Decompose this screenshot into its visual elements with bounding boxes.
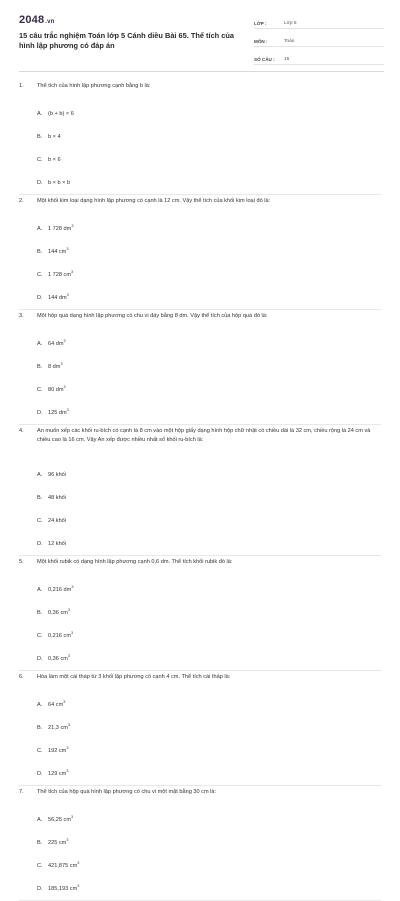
question-text: An muốn xếp các khối ru-bích có cạnh là 8 cm vào một hộp giấy dạng hình hộp chữ nhật có chiều dài là 32 cm, chiều rộng là 24 cm và chiều cao là 16 cm. Vậy An xếp được nhiều nhất số khối ru-bích là:: [37, 428, 371, 443]
meta-value: Toán: [284, 39, 295, 44]
option-value: [48, 338, 210, 347]
option-value-text: 48 khối: [48, 494, 67, 501]
question-text: Hòa làm một cái tháp từ 3 khối lập phương có cạnh 4 cm. Thể tích cái tháp là:: [37, 674, 231, 680]
answer-option[interactable]: [37, 854, 210, 877]
option-letter: D.: [37, 655, 43, 662]
option-value-text: b × 6: [48, 156, 61, 163]
option-exponent: 3: [66, 407, 69, 412]
question-3: [19, 310, 381, 425]
question-stem: [19, 425, 381, 463]
option-letter: A.: [37, 340, 43, 347]
question-stem: [19, 195, 381, 217]
answer-option[interactable]: [37, 509, 210, 532]
answer-option[interactable]: [37, 332, 210, 355]
option-value-text: 64 cm: [48, 701, 64, 708]
answer-option[interactable]: [37, 831, 210, 854]
option-letter: B.: [37, 133, 43, 140]
answer-option[interactable]: [37, 578, 210, 601]
answer-options: [19, 332, 381, 424]
answer-options: [19, 102, 381, 194]
logo-sub: .vn: [45, 19, 55, 25]
answer-options: [19, 217, 381, 309]
option-value: [48, 814, 210, 823]
option-exponent: 3: [71, 584, 74, 589]
option-value-text: 144 cm: [48, 248, 67, 255]
option-value: [48, 111, 210, 117]
question-number: 1.: [19, 83, 24, 89]
option-value: [48, 745, 210, 754]
option-letter: A.: [37, 586, 43, 593]
option-value-text: 24 khối: [48, 517, 67, 524]
option-letter: B.: [37, 839, 43, 846]
option-value-text: 12 khối: [48, 540, 67, 547]
question-text: Một hộp quà dạng hình lập phương có chu vi đáy bằng 8 dm. Vậy thể tích của hộp quà đó là:: [37, 313, 268, 319]
meta-row-count: [254, 50, 384, 65]
header-divider: [19, 71, 384, 72]
option-value: [48, 292, 210, 301]
option-exponent: 3: [66, 837, 69, 842]
answer-option[interactable]: [37, 486, 210, 509]
option-letter: B.: [37, 609, 43, 616]
answer-option[interactable]: [37, 171, 210, 194]
option-letter: C.: [37, 156, 43, 163]
meta-info: [254, 14, 384, 68]
option-value: [48, 837, 210, 846]
question-text: Thể tích của hình lập phương cạnh bằng b là:: [37, 83, 151, 89]
option-value: [48, 384, 210, 393]
option-value: [48, 518, 210, 524]
option-exponent: 3: [66, 246, 69, 251]
option-letter: D.: [37, 409, 43, 416]
answer-option[interactable]: [37, 647, 210, 670]
option-value-text: 1 728 cm: [48, 271, 72, 278]
option-value: [48, 472, 210, 478]
option-value-text: 185,193 cm: [48, 885, 78, 892]
option-letter: B.: [37, 494, 43, 501]
question-stem: [19, 671, 381, 693]
option-letter: A.: [37, 471, 43, 478]
option-value: [48, 699, 210, 708]
option-letter: C.: [37, 632, 43, 639]
option-exponent: 3: [60, 361, 63, 366]
option-letter: D.: [37, 540, 43, 547]
option-value: [48, 223, 210, 232]
option-value: [48, 860, 210, 869]
answer-option[interactable]: [37, 716, 210, 739]
option-letter: C.: [37, 517, 43, 524]
option-exponent: 3: [66, 292, 69, 297]
meta-value: 15: [284, 57, 290, 62]
option-value-text: 0,36 cm: [48, 609, 68, 616]
option-letter: D.: [37, 179, 43, 186]
answer-option[interactable]: [37, 401, 210, 424]
answer-options: [19, 578, 381, 670]
option-value: [48, 883, 210, 892]
option-value-text: 125 dm: [48, 409, 67, 416]
option-value-text: 421,875 cm: [48, 862, 78, 869]
answer-option[interactable]: [37, 624, 210, 647]
option-letter: D.: [37, 885, 43, 892]
option-value: [48, 630, 210, 639]
option-letter: D.: [37, 294, 43, 301]
answer-option[interactable]: [37, 125, 210, 148]
option-value-text: 64 dm: [48, 340, 64, 347]
option-value: [48, 246, 210, 255]
answer-option[interactable]: [37, 762, 210, 785]
option-letter: A.: [37, 225, 43, 232]
question-number: 5.: [19, 559, 24, 565]
option-value: [48, 607, 210, 616]
answer-options: [19, 808, 381, 900]
option-value-text: 225 cm: [48, 839, 67, 846]
question-6: [19, 671, 381, 786]
option-value: [48, 541, 210, 547]
worksheet-header: [0, 0, 400, 64]
option-value-text: 21,3 cm: [48, 724, 68, 731]
answer-option[interactable]: [37, 355, 210, 378]
option-value: [48, 134, 210, 140]
option-value: [48, 495, 210, 501]
option-value-text: 192 cm: [48, 747, 67, 754]
option-exponent: 3: [66, 745, 69, 750]
meta-label: MÔN :: [254, 39, 268, 44]
question-text: Một khối kim loại dạng hình lập phương có cạnh là 12 cm. Vậy thể tích của khối kim loại đó là:: [37, 198, 271, 204]
option-exponent: 3: [71, 223, 74, 228]
question-number: 2.: [19, 198, 24, 204]
answer-option[interactable]: [37, 148, 210, 171]
site-logo[interactable]: [19, 14, 55, 26]
option-value: [48, 157, 210, 163]
option-value-text: (b + b) × 6: [48, 110, 74, 117]
option-letter: A.: [37, 110, 43, 117]
option-value-text: 80 dm: [48, 386, 64, 393]
option-value-text: 129 cm: [48, 770, 67, 777]
option-letter: D.: [37, 770, 43, 777]
option-value-text: 144 dm: [48, 294, 67, 301]
option-value: [48, 653, 210, 662]
option-value: [48, 361, 210, 370]
option-exponent: 3: [63, 384, 66, 389]
option-exponent: 3: [71, 814, 74, 819]
option-exponent: 3: [71, 630, 74, 635]
question-4: [19, 425, 381, 556]
question-7: [19, 786, 381, 901]
meta-label: LỚP :: [254, 21, 267, 26]
option-value: [48, 584, 210, 593]
option-value: [48, 722, 210, 731]
answer-option[interactable]: [37, 240, 210, 263]
answer-option[interactable]: [37, 877, 210, 900]
option-value: [48, 180, 210, 186]
answer-option[interactable]: [37, 263, 210, 286]
option-exponent: 3: [77, 860, 80, 865]
option-value-text: 0,216 cm: [48, 632, 72, 639]
option-letter: C.: [37, 747, 43, 754]
question-1: [19, 80, 381, 195]
question-stem: [19, 786, 381, 808]
question-number: 6.: [19, 674, 24, 680]
option-value-text: 96 khối: [48, 471, 67, 478]
question-number: 3.: [19, 313, 24, 319]
question-stem: [19, 80, 381, 102]
option-letter: C.: [37, 271, 43, 278]
option-value: [48, 269, 210, 278]
option-value-text: 0,216 dm: [48, 586, 72, 593]
option-value-text: b × 4: [48, 133, 61, 140]
answer-option[interactable]: [37, 217, 210, 240]
option-value-text: 8 dm: [48, 363, 61, 370]
document-title: 15 câu trắc nghiệm Toán lớp 5 Cánh diều Bài 65. Thể tích của hình lập phương có đáp án: [19, 31, 234, 50]
option-exponent: 3: [67, 722, 71, 727]
option-letter: B.: [37, 724, 43, 731]
question-number: 4.: [19, 428, 24, 434]
option-value: [48, 407, 210, 416]
answer-options: [19, 693, 381, 785]
question-5: [19, 556, 381, 671]
logo-main: 2048: [19, 14, 45, 26]
answer-option[interactable]: [37, 102, 210, 125]
meta-row-subject: [254, 32, 384, 47]
option-exponent: 3: [66, 768, 69, 773]
option-value: [48, 768, 210, 777]
question-stem: [19, 310, 381, 332]
answer-option[interactable]: [37, 463, 210, 486]
answer-option[interactable]: [37, 286, 210, 309]
answer-option[interactable]: [37, 739, 210, 762]
answer-option[interactable]: [37, 693, 210, 716]
question-list: [19, 80, 381, 901]
option-exponent: 3: [63, 699, 66, 704]
option-letter: B.: [37, 248, 43, 255]
option-exponent: 3: [67, 607, 71, 612]
answer-option[interactable]: [37, 601, 210, 624]
option-value-text: b × b × b: [48, 179, 71, 186]
meta-row-grade: [254, 14, 384, 29]
answer-option[interactable]: [37, 808, 210, 831]
option-exponent: 3: [71, 269, 74, 274]
option-letter: C.: [37, 862, 43, 869]
option-letter: B.: [37, 363, 43, 370]
option-letter: A.: [37, 701, 43, 708]
question-stem: [19, 556, 381, 578]
option-exponent: 3: [77, 883, 80, 888]
answer-option[interactable]: [37, 532, 210, 555]
option-value-text: 0,36 cm: [48, 655, 68, 662]
question-number: 7.: [19, 789, 24, 795]
question-text: Một khối rubik có dạng hình lập phương cạnh 0,6 dm. Thể tích khối rubik đó là:: [37, 559, 233, 565]
meta-label: SỐ CÂU :: [254, 57, 275, 62]
option-letter: A.: [37, 816, 43, 823]
question-2: [19, 195, 381, 310]
meta-value: Lớp 5: [284, 21, 297, 26]
option-value-text: 1 728 dm: [48, 225, 72, 232]
option-letter: C.: [37, 386, 43, 393]
option-exponent: 3: [63, 338, 66, 343]
question-text: Thể tích của hộp quà hình lập phương có chu vi một mặt bằng 30 cm là:: [37, 789, 217, 795]
option-exponent: 3: [67, 653, 71, 658]
answer-options: [19, 463, 381, 555]
option-value-text: 56,25 cm: [48, 816, 72, 823]
answer-option[interactable]: [37, 378, 210, 401]
